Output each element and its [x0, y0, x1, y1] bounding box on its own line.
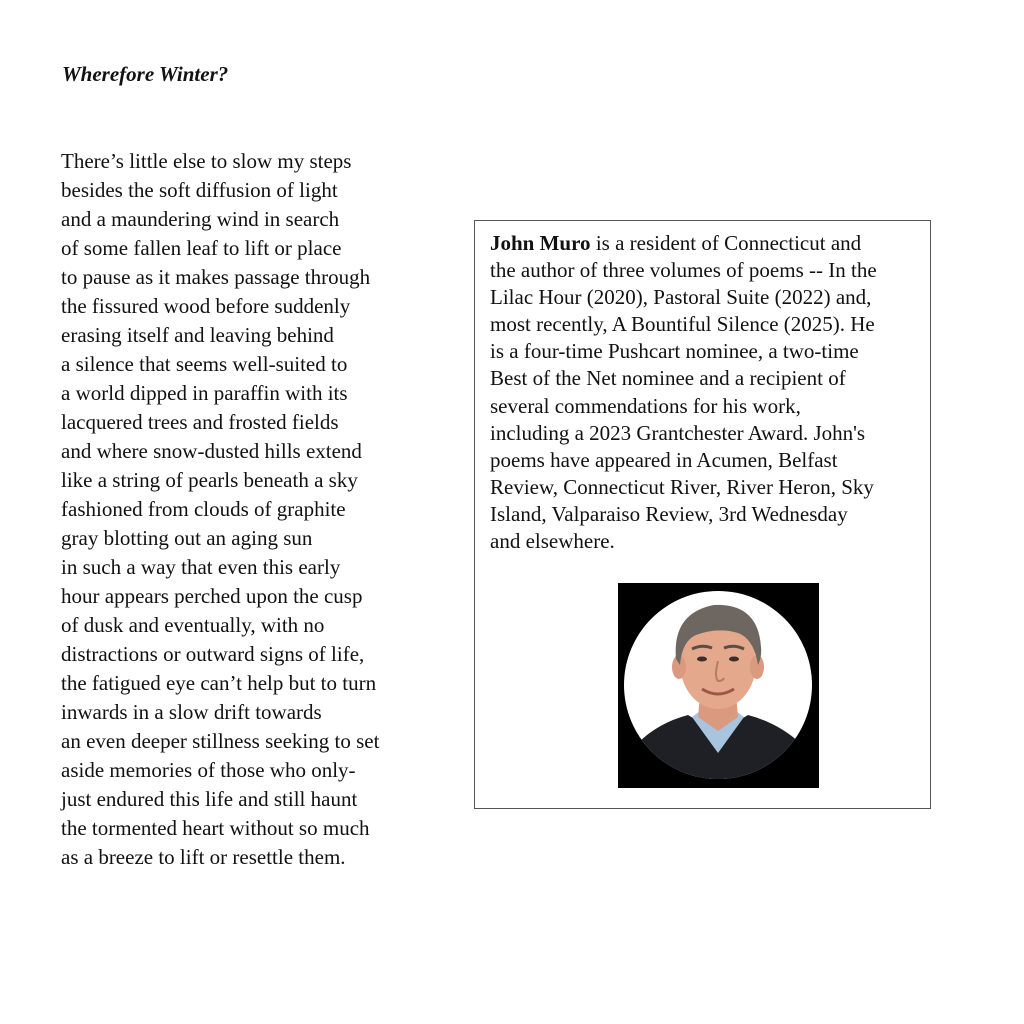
- poem-line: like a string of pearls beneath a sky: [61, 468, 358, 492]
- poem-line: besides the soft diffusion of light: [61, 178, 338, 202]
- author-photo: [618, 583, 819, 788]
- poem-line: in such a way that even this early: [61, 555, 341, 579]
- poem-line: just endured this life and still haunt: [61, 787, 358, 811]
- poem-line: fashioned from clouds of graphite: [61, 497, 346, 521]
- poem-line: of some fallen leaf to lift or place: [61, 236, 342, 260]
- author-name: John Muro: [490, 231, 591, 255]
- poem-title: Wherefore Winter?: [62, 62, 229, 86]
- poem-line: and where snow-dusted hills extend: [61, 439, 362, 463]
- author-portrait-icon: [618, 583, 819, 788]
- poem-line: inwards in a slow drift towards: [61, 700, 322, 724]
- author-bio-box: [474, 220, 931, 809]
- poem-line: a world dipped in paraffin with its: [61, 381, 348, 405]
- poem-line: an even deeper stillness seeking to set: [61, 729, 380, 753]
- poem-line: lacquered trees and frosted fields: [61, 410, 339, 434]
- poem-line: and a maundering wind in search: [61, 207, 340, 231]
- poem-line: aside memories of those who only-: [61, 758, 356, 782]
- poem-line: a silence that seems well-suited to: [61, 352, 348, 376]
- poem-line: the tormented heart without so much: [61, 816, 370, 840]
- poem-line: hour appears perched upon the cusp: [61, 584, 363, 608]
- author-bio-text: is a resident of Connecticut and the author of three volumes of poems -- In the Lilac Hour (2020), Pastoral Suite (2022) and, most recently, A Bountiful Silence (2025). He is a four-time Pushcart nominee, a two-time Best of the Net nominee and a recipient of several commendations for his work, including a 2023 Grantchester Award. John's poems have appeared in Acumen, Belfast Review, Connecticut River, River Heron, Sky Island, Valparaiso Review, 3rd Wednesday and elsewhere.: [490, 231, 877, 554]
- poem-line: as a breeze to lift or resettle them.: [61, 845, 346, 869]
- poem-line: There’s little else to slow my steps: [61, 149, 352, 173]
- poem-line: the fissured wood before suddenly: [61, 294, 351, 318]
- poem-line: of dusk and eventually, with no: [61, 613, 325, 637]
- poem-line: to pause as it makes passage through: [61, 265, 371, 289]
- author-bio: [490, 230, 930, 555]
- poem-body: [61, 147, 461, 872]
- poem-line: distractions or outward signs of life,: [61, 642, 365, 666]
- poem-line: the fatigued eye can’t help but to turn: [61, 671, 377, 695]
- poem-line: gray blotting out an aging sun: [61, 526, 313, 550]
- poem-line: erasing itself and leaving behind: [61, 323, 334, 347]
